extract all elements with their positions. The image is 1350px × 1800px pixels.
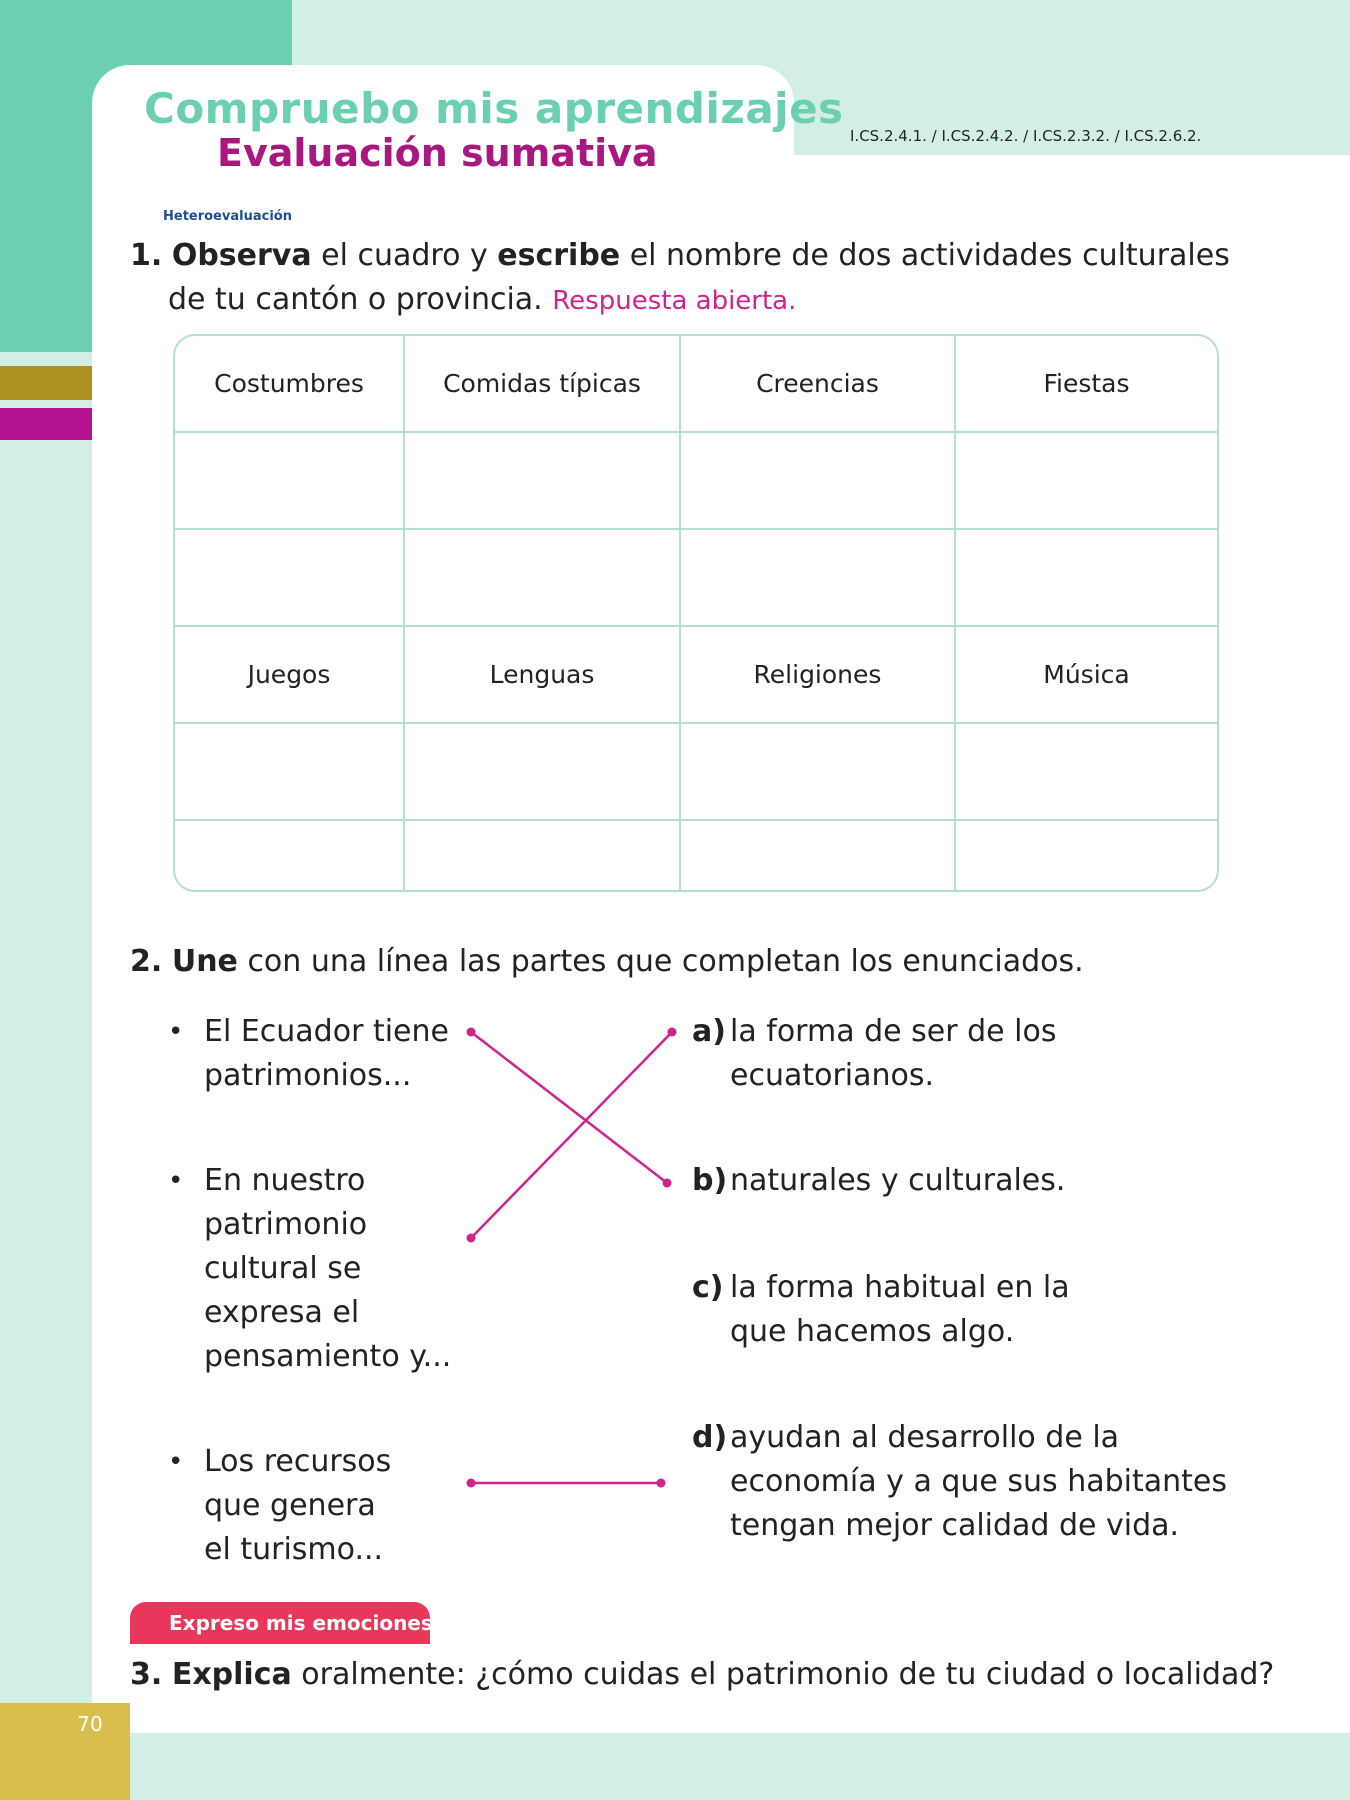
table-header-cell: Juegos xyxy=(175,626,404,723)
right-item-b xyxy=(692,1159,1065,1203)
answer-cell[interactable] xyxy=(404,820,680,892)
question-2-number: 2. xyxy=(130,944,163,979)
table-row xyxy=(175,432,1217,529)
left-item-2-line: expresa el xyxy=(204,1295,360,1330)
page-subtitle: Evaluación sumativa xyxy=(217,131,658,175)
emotions-tab: Expreso mis emociones xyxy=(130,1602,430,1644)
bullet: • xyxy=(168,1017,184,1047)
table-header-cell: Comidas típicas xyxy=(404,336,680,432)
right-item-letter: a) xyxy=(692,1014,726,1049)
answer-cell[interactable] xyxy=(404,529,680,626)
table-header-row xyxy=(175,336,1217,432)
left-item-3-line: que genera xyxy=(204,1488,376,1523)
left-item-2 xyxy=(168,1159,451,1379)
bullet: • xyxy=(168,1166,184,1196)
cultural-activities-table xyxy=(173,334,1219,892)
question-1-text-c: de tu cantón o provincia. xyxy=(168,282,543,317)
page-title: Compruebo mis aprendizajes xyxy=(144,84,844,133)
left-item-2-line: patrimonio xyxy=(204,1207,368,1242)
right-item-c-line: que hacemos algo. xyxy=(730,1314,1015,1349)
right-item-d xyxy=(692,1416,1227,1548)
answer-cell[interactable] xyxy=(955,820,1217,892)
question-3-verb: Explica xyxy=(171,1657,292,1692)
question-1-text-b: el nombre de dos actividades culturales xyxy=(620,238,1230,273)
answer-cell[interactable] xyxy=(680,432,955,529)
left-item-3-line: Los recursos xyxy=(204,1444,392,1479)
question-2 xyxy=(130,940,1084,983)
question-2-text: con una línea las partes que completan los enunciados. xyxy=(237,944,1084,979)
answer-cell[interactable] xyxy=(404,432,680,529)
right-item-b-line: naturales y culturales. xyxy=(730,1163,1066,1198)
right-item-c-line: la forma habitual en la xyxy=(730,1270,1070,1305)
table-header-cell: Religiones xyxy=(680,626,955,723)
question-1-number: 1. xyxy=(130,238,163,273)
answer-cell[interactable] xyxy=(680,723,955,820)
right-item-c xyxy=(692,1266,1070,1354)
right-item-a xyxy=(692,1010,1056,1098)
section-label: Heteroevaluación xyxy=(163,209,292,224)
left-item-2-line: cultural se xyxy=(204,1251,362,1286)
open-answer-note: Respuesta abierta. xyxy=(552,286,797,316)
right-item-a-line: ecuatorianos. xyxy=(730,1058,935,1093)
answer-cell[interactable] xyxy=(680,820,955,892)
table-row xyxy=(175,820,1217,892)
right-item-d-line: economía y a que sus habitantes xyxy=(730,1464,1228,1499)
table-header-cell: Costumbres xyxy=(175,336,404,432)
left-item-3-line: el turismo... xyxy=(204,1532,384,1567)
answer-cell[interactable] xyxy=(955,432,1217,529)
table-header-cell: Música xyxy=(955,626,1217,723)
question-3-number: 3. xyxy=(130,1657,163,1692)
answer-cell[interactable] xyxy=(175,432,404,529)
curriculum-codes: I.CS.2.4.1. / I.CS.2.4.2. / I.CS.2.3.2. / I.CS.2.6.2. xyxy=(850,127,1202,145)
right-item-letter: b) xyxy=(692,1163,728,1198)
olive-accent-bar xyxy=(0,366,92,400)
bottom-band xyxy=(0,1733,1350,1800)
answer-cell[interactable] xyxy=(955,723,1217,820)
answer-cell[interactable] xyxy=(955,529,1217,626)
right-item-d-line: ayudan al desarrollo de la xyxy=(730,1420,1120,1455)
question-1-verb-escribe: escribe xyxy=(497,238,621,273)
table-row xyxy=(175,529,1217,626)
answer-cell[interactable] xyxy=(175,820,404,892)
table-header-cell: Creencias xyxy=(680,336,955,432)
right-item-a-line: la forma de ser de los xyxy=(730,1014,1057,1049)
question-3 xyxy=(130,1653,1274,1696)
magenta-accent-bar xyxy=(0,408,92,440)
question-1-text-a: el cuadro y xyxy=(311,238,498,273)
answer-cell[interactable] xyxy=(175,723,404,820)
question-3-text: oralmente: ¿cómo cuidas el patrimonio de tu ciudad o localidad? xyxy=(291,1657,1275,1692)
left-item-1 xyxy=(168,1010,449,1098)
table-row xyxy=(175,723,1217,820)
question-1-verb-observa: Observa xyxy=(171,238,312,273)
right-item-d-line: tengan mejor calidad de vida. xyxy=(730,1508,1180,1543)
table-header-row xyxy=(175,626,1217,723)
left-item-1-line: patrimonios... xyxy=(204,1058,412,1093)
left-item-2-line: pensamiento y... xyxy=(204,1339,452,1374)
question-1-line-1 xyxy=(130,234,1230,277)
left-item-1-line: El Ecuador tiene xyxy=(204,1014,449,1049)
answer-cell[interactable] xyxy=(175,529,404,626)
question-1-line-2 xyxy=(168,278,796,323)
bullet: • xyxy=(168,1447,184,1477)
table-header-cell: Fiestas xyxy=(955,336,1217,432)
question-2-verb: Une xyxy=(171,944,238,979)
left-item-3 xyxy=(168,1440,391,1572)
answer-cell[interactable] xyxy=(680,529,955,626)
page-number: 70 xyxy=(77,1712,103,1736)
left-item-2-line: En nuestro xyxy=(204,1163,366,1198)
right-item-letter: c) xyxy=(692,1270,724,1305)
answer-cell[interactable] xyxy=(404,723,680,820)
table-header-cell: Lenguas xyxy=(404,626,680,723)
right-item-letter: d) xyxy=(692,1420,728,1455)
